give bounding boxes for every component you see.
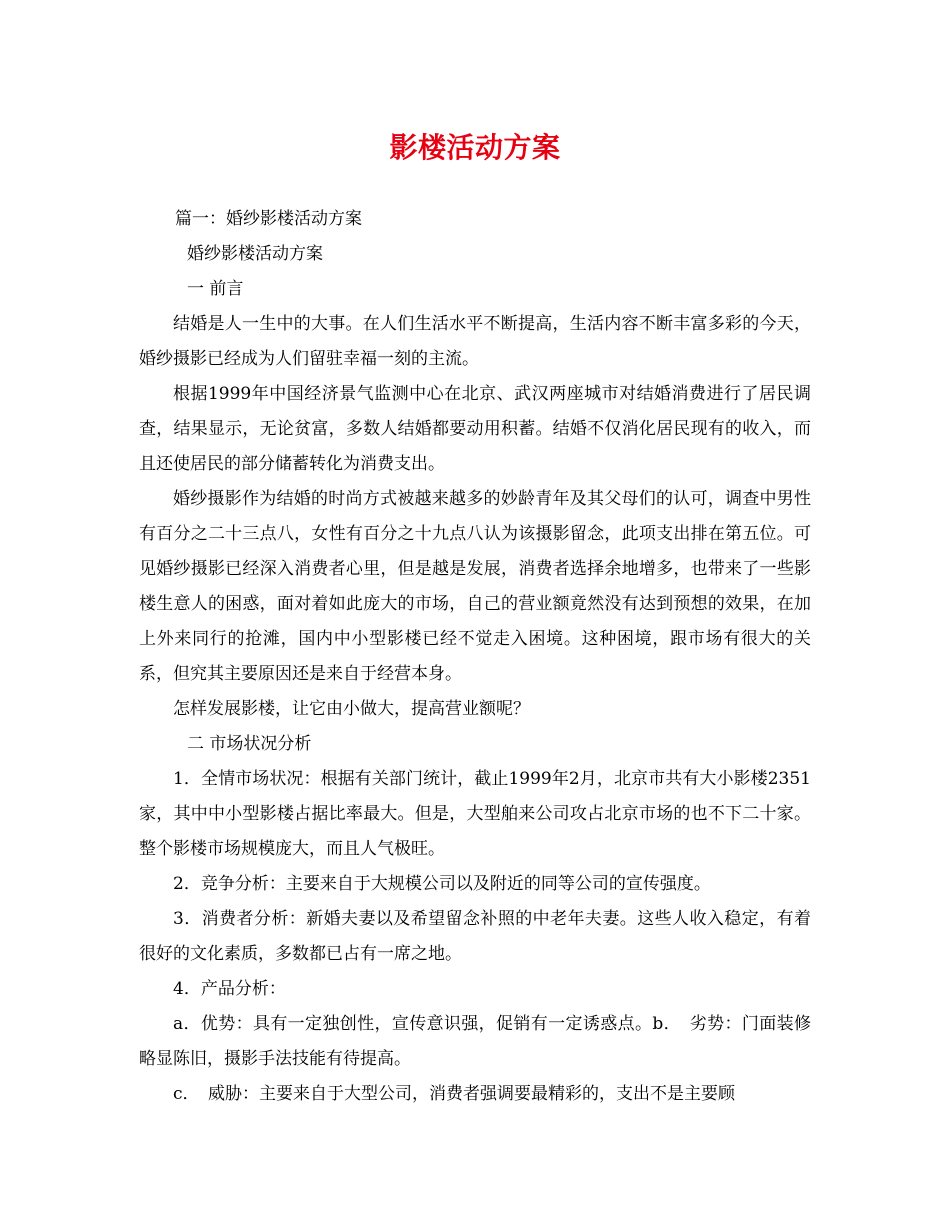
list-item: 2．竞争分析：主要来自于大规模公司以及附近的同等公司的宣传强度。: [173, 874, 711, 894]
list-item: a．优势：具有一定独创性，宣传意识强，促销有一定诱惑点。b． 劣势：门面装修略显陈旧，摄影手法技能有待提高。: [139, 1014, 811, 1069]
section-heading: 篇一：婚纱影楼活动方案: [175, 209, 362, 229]
list-item: 3．消费者分析：新婚夫妻以及希望留念补照的中老年夫妻。这些人收入稳定，有着很好的文化素质，多数都已占有一席之地。: [139, 909, 811, 964]
document-title: 影楼活动方案: [389, 131, 561, 164]
body-paragraph: 根据1999年中国经济景气监测中心在北京、武汉两座城市对结婚消费进行了居民调查，结果显示，无论贫富，多数人结婚都要动用积蓄。结婚不仅消化居民现有的收入，而且还使居民的部分储蓄转化为消费支出。: [139, 384, 811, 474]
body-paragraph: 怎样发展影楼，让它由小做大，提高营业额呢？: [173, 699, 530, 719]
section-heading: 二 市场状况分析: [187, 734, 312, 754]
list-item: 4．产品分析：: [173, 979, 286, 999]
list-item: 1．全情市场状况：根据有关部门统计，截止1999年2月，北京市共有大小影楼2351家，其中中小型影楼占据比率最大。但是，大型舶来公司攻占北京市场的也不下二十家。整个影楼市场规模庞大，而且人气极旺。: [139, 769, 811, 859]
body-paragraph: 婚纱摄影作为结婚的时尚方式被越来越多的妙龄青年及其父母们的认可，调查中男性有百分之二十三点八，女性有百分之十九点八认为该摄影留念，此项支出排在第五位。可见婚纱摄影已经深入消费者心里，但是越是发展，消费者选择余地增多，也带来了一些影楼生意人的困惑，面对着如此庞大的市场，自己的营业额竟然没有达到预想的效果，在加上外来同行的抢滩，国内中小型影楼已经不觉走入困境。这种困境，跟市场有很大的关系，但究其主要原因还是来自于经营本身。: [139, 489, 811, 684]
list-item: c． 威胁：主要来自于大型公司，消费者强调要最精彩的，支出不是主要顾: [173, 1084, 736, 1104]
document-body: [139, 202, 811, 1112]
sub-heading: 婚纱影楼活动方案: [187, 244, 323, 264]
section-heading: 一 前言: [187, 279, 244, 299]
body-paragraph: 结婚是人一生中的大事。在人们生活水平不断提高，生活内容不断丰富多彩的今天，婚纱摄影已经成为人们留驻幸福一刻的主流。: [139, 314, 811, 369]
